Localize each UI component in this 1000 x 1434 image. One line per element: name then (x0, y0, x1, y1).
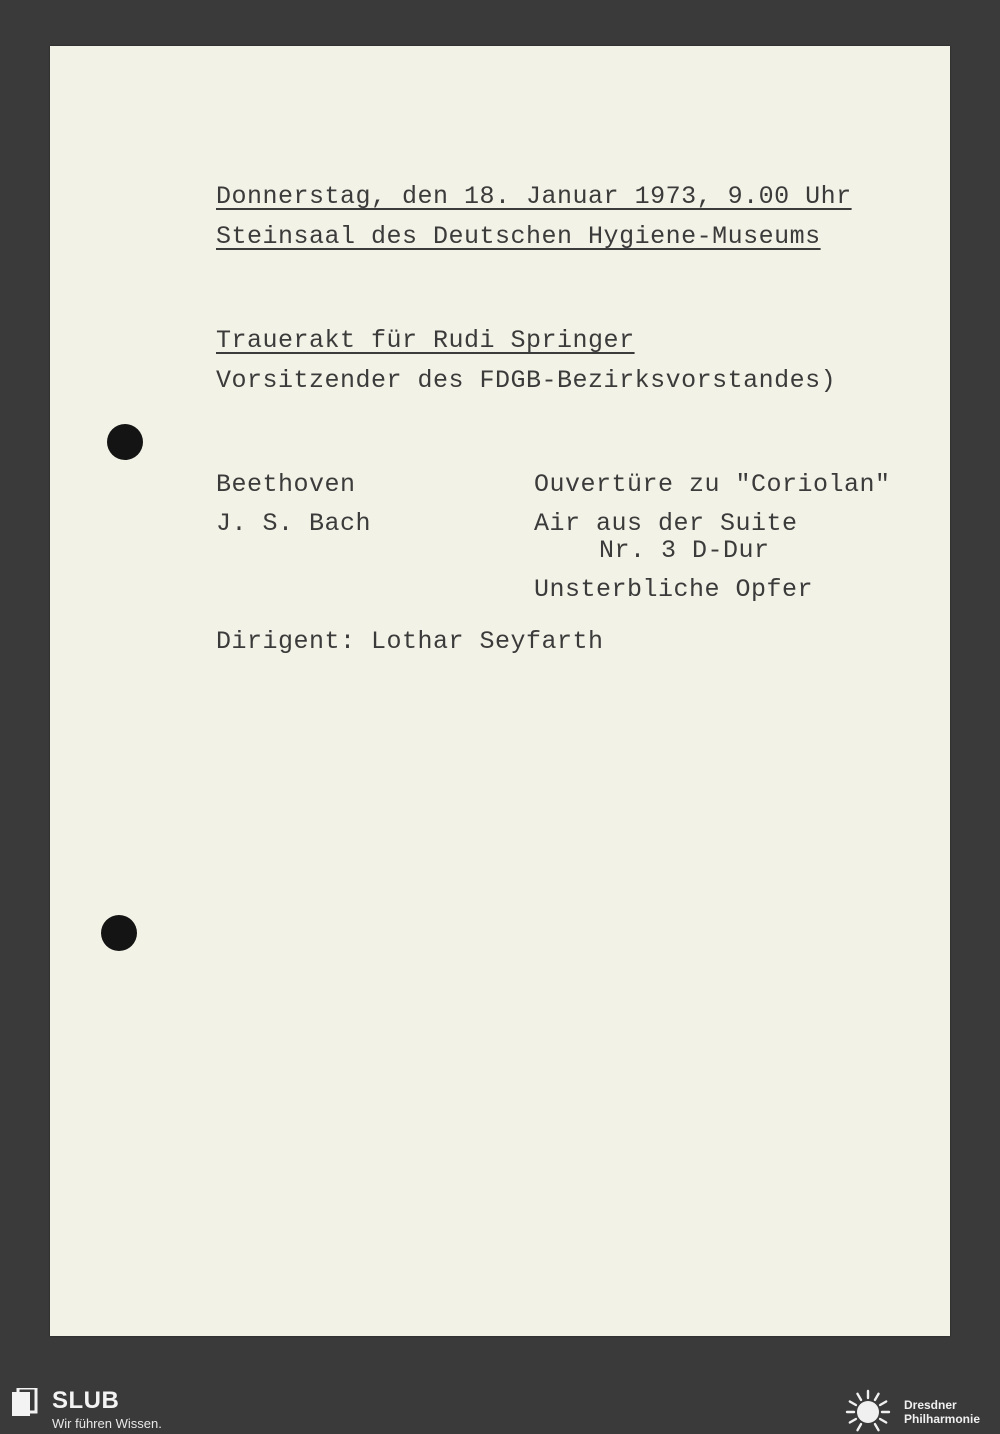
program-composer: J. S. Bach (216, 509, 372, 538)
program-work-continuation: Nr. 3 D-Dur (599, 536, 770, 565)
program-work: Air aus der Suite (534, 509, 798, 538)
program-work: Ouvertüre zu "Coriolan" (534, 470, 891, 499)
partner-name-line1: Dresdner (904, 1398, 957, 1412)
venue-line: Steinsaal des Deutschen Hygiene-Museums (216, 222, 821, 251)
slub-logo-icon (12, 1388, 40, 1418)
program-composer: Beethoven (216, 470, 356, 499)
punch-hole (107, 424, 143, 460)
program-work: Unsterbliche Opfer (534, 575, 814, 604)
conductor-line: Dirigent: Lothar Seyfarth (216, 627, 604, 656)
partner-name (904, 1398, 980, 1426)
date-line: Donnerstag, den 18. Januar 1973, 9.00 Uhr (216, 182, 852, 211)
sunburst-logo-icon (842, 1387, 894, 1433)
event-subtitle: Vorsitzender des FDGB-Bezirksvorstandes) (216, 366, 837, 395)
punch-hole (101, 915, 137, 951)
event-title: Trauerakt für Rudi Springer (216, 326, 635, 355)
partner-name-line2: Philharmonie (904, 1412, 981, 1426)
library-tagline: Wir führen Wissen. (52, 1416, 162, 1431)
library-name: SLUB (52, 1387, 120, 1414)
